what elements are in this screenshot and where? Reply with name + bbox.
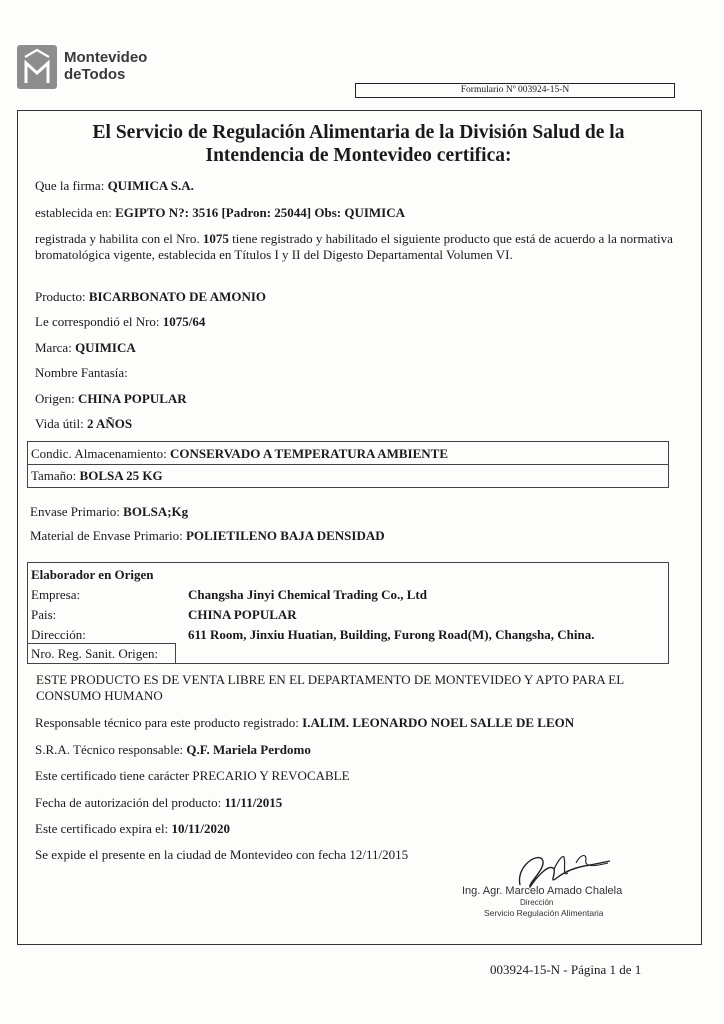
assigned-number-line: Le correspondió el Nro: 1075/64 bbox=[35, 314, 206, 329]
certificate-title: El Servicio de Regulación Alimentaria de la División Salud de la Intendencia de Montevideo certifica: bbox=[92, 122, 625, 166]
shelf-life-line: Vida útil: 2 AÑOS bbox=[35, 416, 133, 431]
address-label: Dirección: bbox=[31, 627, 86, 642]
size-line: Tamaño: BOLSA 25 KG bbox=[31, 468, 163, 483]
logo-wordmark: Montevideo deTodos bbox=[64, 49, 148, 83]
storage-condition-line: Condic. Almacenamiento: CONSERVADO A TEMPERATURA AMBIENTE bbox=[31, 446, 449, 461]
country-label: Pais: bbox=[31, 607, 57, 622]
origin-line: Origen: CHINA POPULAR bbox=[35, 391, 187, 406]
signatory-name: Ing. Agr. Marcelo Amado Chalela bbox=[462, 885, 623, 897]
registration-paragraph: registrada y habilita con el Nro. 1075 tiene registrado y habilitado el siguiente producto que está de acuerdo a la normativa bromatológica vigente, establecida en Títulos I y II del Digesto Departamental Volumen VI. bbox=[35, 231, 673, 262]
established-line: establecida en: EGIPTO N?: 3516 [Padron: 25044] Obs: QUIMICA bbox=[35, 205, 406, 220]
company-label: Empresa: bbox=[31, 587, 81, 602]
free-sale-statement: ESTE PRODUCTO ES DE VENTA LIBRE EN EL DEPARTAMENTO DE MONTEVIDEO Y APTO PARA EL CONSUMO HUMANO bbox=[36, 672, 624, 703]
storage-box bbox=[27, 441, 669, 488]
country-value: CHINA POPULAR bbox=[188, 607, 297, 622]
issue-line: Se expide el presente en la ciudad de Montevideo con fecha 12/11/2015 bbox=[35, 847, 409, 862]
form-number: Formulario Nº 003924-15-N bbox=[355, 83, 675, 98]
address-value: 611 Room, Jinxiu Huatian, Building, Furong Road(M), Changsha, China. bbox=[188, 627, 595, 642]
manufacturer-box bbox=[27, 562, 669, 664]
technical-responsible-line: Responsable técnico para este producto registrado: I.ALIM. LEONARDO NOEL SALLE DE LEON bbox=[35, 715, 575, 730]
expiry-date-line: Este certificado expira el: 10/11/2020 bbox=[35, 821, 230, 836]
fantasy-name-line: Nombre Fantasía: bbox=[35, 365, 128, 380]
signatory-role: Dirección bbox=[520, 898, 554, 907]
authorization-date-line: Fecha de autorización del producto: 11/11/2015 bbox=[35, 795, 283, 810]
packaging-material-line: Material de Envase Primario: POLIETILENO BAJA DENSIDAD bbox=[30, 528, 385, 543]
firm-line: Que la firma: QUIMICA S.A. bbox=[35, 178, 194, 193]
signatory-service: Servicio Regulación Alimentaria bbox=[484, 908, 604, 918]
product-line: Producto: BICARBONATO DE AMONIO bbox=[35, 289, 267, 304]
brand-line: Marca: QUIMICA bbox=[35, 340, 136, 355]
company-value: Changsha Jinyi Chemical Trading Co., Ltd bbox=[188, 587, 427, 602]
logo-mark bbox=[17, 45, 57, 89]
primary-packaging-line: Envase Primario: BOLSA;Kg bbox=[30, 504, 189, 519]
page-footer: 003924-15-N - Página 1 de 1 bbox=[490, 962, 642, 977]
manufacturer-heading: Elaborador en Origen bbox=[31, 567, 154, 582]
certificate-character-line: Este certificado tiene carácter PRECARIO Y REVOCABLE bbox=[35, 768, 350, 783]
sanitary-registration-label: Nro. Reg. Sanit. Origen: bbox=[31, 646, 159, 661]
sra-technician-line: S.R.A. Técnico responsable: Q.F. Mariela Perdomo bbox=[35, 742, 311, 757]
